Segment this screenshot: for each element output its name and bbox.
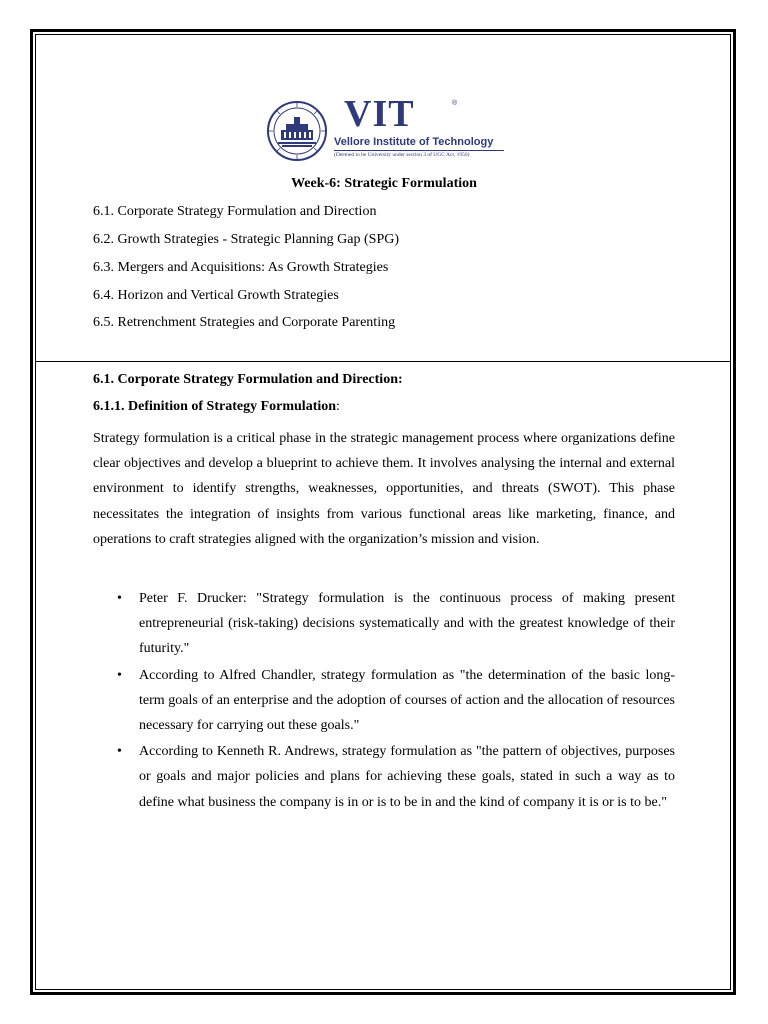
subheading: 6.1.1. Definition of Strategy Formulation — [93, 399, 337, 414]
list-item — [93, 663, 675, 739]
toc-item-6-2: 6.2. Growth Strategies - Strategic Planning Gap (SPG) — [93, 232, 400, 247]
brand-note: (Deemed to be University under section 3 of UGC Act, 1956) — [334, 152, 470, 158]
toc-item-6-1: 6.1. Corporate Strategy Formulation and Direction — [93, 204, 377, 219]
toc-item-6-5: 6.5. Retrenchment Strategies and Corporate Parenting — [93, 315, 396, 330]
vit-logo — [266, 93, 506, 164]
bullet-icon: • — [117, 667, 122, 683]
definition-paragraph: Strategy formulation is a critical phase in the strategic management process where organizations define clear objectives and develop a blueprint to achieve them. It involves analysing the internal and external environment to identify strengths, weaknesses, opportunities, and threats (SWOT). This phase necessitates the integration of insights from various functional areas like marketing, finance, and operations to craft strategies aligned with the organization’s mission and vision. — [93, 431, 675, 547]
list-item-text: According to Kenneth R. Andrews, strategy formulation as "the pattern of objectives, purposes or goals and major policies and plans for achieving these goals, stated in such a way as to define what business the company is in or is to be in and the kind of company it is or is to be." — [139, 744, 675, 810]
list-item — [93, 586, 675, 662]
list-item — [93, 739, 675, 815]
definition-list — [93, 586, 675, 815]
bullet-icon: • — [117, 744, 122, 760]
list-item-text: According to Alfred Chandler, strategy formulation as "the determination of the basic long-term goals of an enterprise and the adoption of courses of action and the allocation of resources necessary for carrying out these goals." — [139, 667, 675, 734]
page-title: Week-6: Strategic Formulation — [291, 176, 477, 191]
section-divider — [35, 361, 731, 362]
brand-full-name: Vellore Institute of Technology — [334, 136, 494, 148]
subheading-colon: : — [336, 399, 340, 414]
toc-item-6-3: 6.3. Mergers and Acquisitions: As Growth Strategies — [93, 260, 389, 275]
subheading-line — [93, 400, 340, 414]
section-heading: 6.1. Corporate Strategy Formulation and Direction: — [93, 372, 403, 387]
brand-rule — [334, 150, 504, 151]
toc-item-6-4: 6.4. Horizon and Vertical Growth Strategies — [93, 288, 339, 303]
list-item-text: Peter F. Drucker: "Strategy formulation is the continuous process of making present entrepreneurial (risk-taking) decisions systematically and with the greatest knowledge of their futurity." — [139, 591, 675, 657]
university-seal-icon — [266, 100, 328, 162]
bullet-icon: • — [117, 591, 122, 606]
registered-mark: ® — [452, 100, 458, 107]
brand-block — [334, 93, 509, 164]
brand-name: VIT — [344, 93, 415, 135]
